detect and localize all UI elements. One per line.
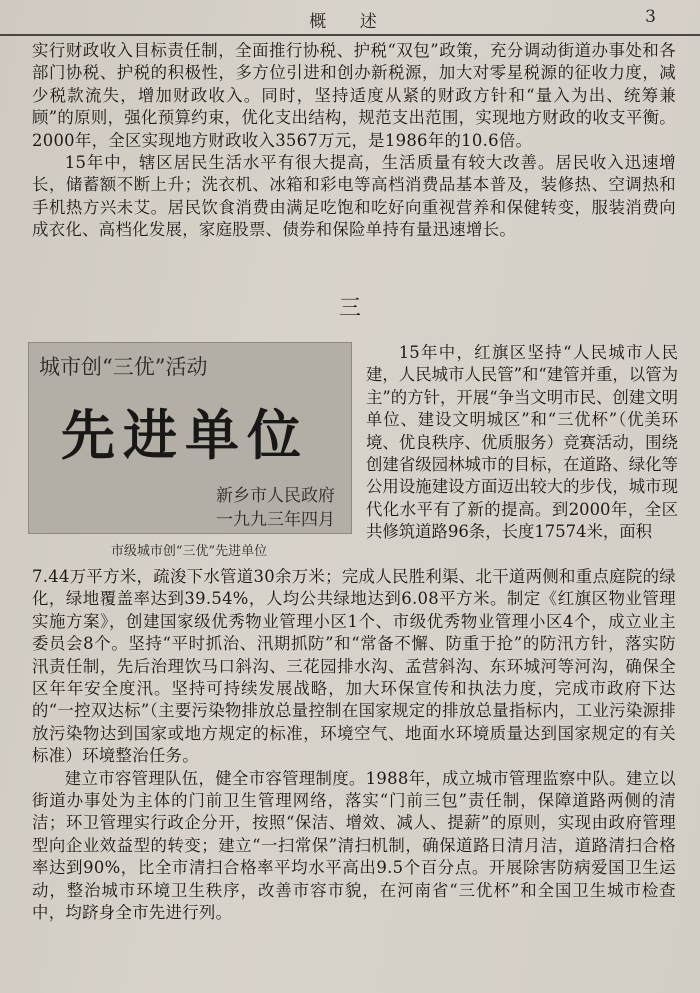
- photo-caption: 市级城市创“三优”先进单位: [110, 544, 268, 559]
- running-title: 概 述: [309, 12, 391, 32]
- bottom-text-block: [32, 566, 676, 925]
- plaque-organization: 新乡市人民政府: [216, 486, 335, 506]
- plaque-main-text: 先进单位: [61, 403, 309, 467]
- plaque-date: 一九九三年四月: [216, 510, 335, 530]
- paragraph-living-standard: 15年中，辖区居民生活水平有很大提高，生活质量有较大改善。居民收入迅速增长，储蓄额不断上升；洗衣机、冰箱和彩电等高档消费品基本普及，装修热、空调热和手机热方兴未艾。居民饮食消费由满足吃饱和吃好向重视营养和保健转变，服装消费向成衣化、高档化发展，家庭股票、债券和保险单持有量迅速增长。: [32, 153, 676, 240]
- award-plaque-photo: [28, 342, 352, 534]
- page-number: 3: [645, 7, 656, 27]
- paragraph-city-management: 建立市容管理队伍，健全市容管理制度。1988年，成立城市管理监察中队。建立以街道办事处为主体的门前卫生管理网络，落实“门前三包”责任制，保障道路两侧的清洁；环卫管理实行政企分开，按照“保洁、增效、减人、提薪”的原则，实现由政府管理型向企业效益型的转变；建立“一扫常保”清扫机制，确保道路日清月洁，道路清扫合格率达到90%，比全市清扫合格率平均水平高出9.5个百分点。开展除害防病爱国卫生运动，整治城市环境卫生秩序，改善市容市貌，在河南省“三优杯”和全国卫生城市检查中，均跻身全市先进行列。: [32, 768, 676, 923]
- paragraph-finance: 实行财政收入目标责任制，全面推行协税、护税“双包”政策，充分调动街道办事处和各部门协税、护税的积极性，多方位引进和创办新税源，加大对零星税源的征收力度，减少税款流失，增加财政收入。同时，坚持适度从紧的财政方针和“量入为出、统筹兼顾”的原则，强化预算约束，优化支出结构，规范支出范围，实现地方财政的收支平衡。2000年，全区实现地方财政收入3567万元，是1986年的10.6倍。: [32, 41, 676, 150]
- side-paragraph: [366, 342, 678, 544]
- page-header: [0, 0, 700, 36]
- section-heading: 三: [338, 296, 361, 321]
- plaque-title: 城市创“三优”活动: [39, 355, 208, 379]
- paragraph-urban-construction: 15年中，红旗区坚持“人民城市人民建，人民城市人民管”和“建管并重，以管为主”的方针，开展“争当文明市民、创建文明单位、建设文明城区”和“三优杯”（优美环境、优良秩序、优质服务）竞赛活动，围绕创建省级园林城市的目标，在道路、绿化等公用设施建设方面迈出较大的步伐，城市现代化水平有了新的提高。到2000年，全区共修筑道路96条，长度17574米，面积: [366, 343, 678, 542]
- top-text-block: [32, 40, 676, 242]
- paragraph-construction-continued: 7.44万平方米，疏浚下水管道30余万米；完成人民胜利渠、北干道两侧和重点庭院的绿化，绿地覆盖率达到39.54%，人均公共绿地达到6.08平方米。制定《红旗区物业管理实施方案》，创建国家级优秀物业管理小区1个、市级优秀物业管理小区4个，成立业主委员会8个。坚持“平时抓治、汛期抓防”和“常备不懈、防重于抢”的防汛方针，落实防汛责任制，先后治理饮马口斜沟、三花园排水沟、孟营斜沟、东环城河等河沟，确保全区年年安全度汛。坚持可持续发展战略，加大环保宣传和执法力度，完成市政府下达的“一控双达标”（主要污染物排放总量控制在国家规定的排放总量指标内，工业污染源排放污染物达到国家或地方规定的标准，环境空气、地面水环境质量达到国家规定的有关标准）环境整治任务。: [32, 567, 676, 766]
